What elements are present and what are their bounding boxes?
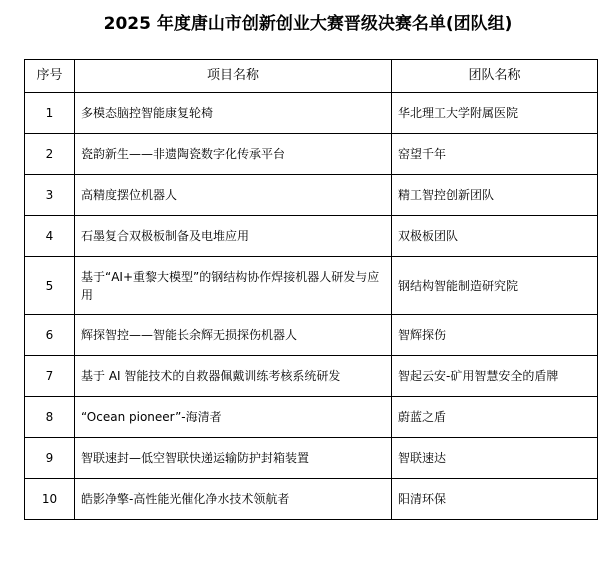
row-project-name: 瓷韵新生——非遗陶瓷数字化传承平台 xyxy=(75,134,392,175)
row-team-name: 华北理工大学附属医院 xyxy=(392,93,598,134)
table-row xyxy=(25,257,598,315)
row-index: 10 xyxy=(25,479,75,520)
row-index: 1 xyxy=(25,93,75,134)
row-index: 8 xyxy=(25,397,75,438)
row-project-name: 皓影净擎-高性能光催化净水技术领航者 xyxy=(75,479,392,520)
row-team-name: 双极板团队 xyxy=(392,216,598,257)
row-project-name: 智联速封—低空智联快递运输防护封箱装置 xyxy=(75,438,392,479)
row-index: 2 xyxy=(25,134,75,175)
table-header-row xyxy=(25,60,598,93)
header-index: 序号 xyxy=(25,60,75,93)
table-row xyxy=(25,93,598,134)
header-project-name: 项目名称 xyxy=(75,60,392,93)
table-row xyxy=(25,356,598,397)
document-title: 2025 年度唐山市创新创业大赛晋级决赛名单(团队组) xyxy=(103,14,513,34)
table-row xyxy=(25,397,598,438)
row-team-name: 智联速达 xyxy=(392,438,598,479)
row-team-name: 精工智控创新团队 xyxy=(392,175,598,216)
row-index: 9 xyxy=(25,438,75,479)
row-index: 4 xyxy=(25,216,75,257)
row-project-name: 基于 AI 智能技术的自救器佩戴训练考核系统研发 xyxy=(75,356,392,397)
table-row xyxy=(25,479,598,520)
row-project-name: 多模态脑控智能康复轮椅 xyxy=(75,93,392,134)
row-team-name: 钢结构智能制造研究院 xyxy=(392,257,598,315)
row-team-name: 阳清环保 xyxy=(392,479,598,520)
finalist-table xyxy=(24,59,598,520)
table-row xyxy=(25,438,598,479)
header-team-name: 团队名称 xyxy=(392,60,598,93)
row-project-name: 基于“AI+重黎大模型”的钢结构协作焊接机器人研发与应用 xyxy=(75,257,392,315)
row-team-name: 窑望千年 xyxy=(392,134,598,175)
row-project-name: 辉探智控——智能长余辉无损探伤机器人 xyxy=(75,315,392,356)
row-team-name: 蔚蓝之盾 xyxy=(392,397,598,438)
row-project-name: 石墨复合双极板制备及电堆应用 xyxy=(75,216,392,257)
row-project-name: “Ocean pioneer”-海清者 xyxy=(75,397,392,438)
table-row xyxy=(25,175,598,216)
row-index: 3 xyxy=(25,175,75,216)
row-index: 5 xyxy=(25,257,75,315)
table-row xyxy=(25,315,598,356)
row-team-name: 智起云安-矿用智慧安全的盾牌 xyxy=(392,356,598,397)
table-row xyxy=(25,216,598,257)
row-index: 6 xyxy=(25,315,75,356)
row-index: 7 xyxy=(25,356,75,397)
row-project-name: 高精度摆位机器人 xyxy=(75,175,392,216)
row-team-name: 智辉探伤 xyxy=(392,315,598,356)
table-row xyxy=(25,134,598,175)
